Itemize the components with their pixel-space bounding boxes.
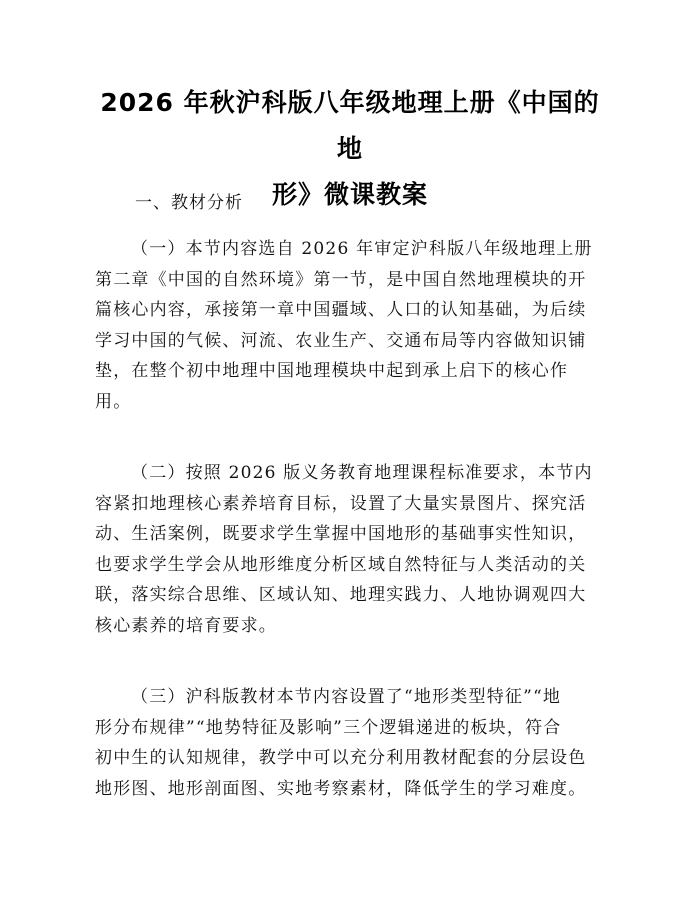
paragraph-line: 联，落实综合思维、区域认知、地理实践力、人地协调观四大 xyxy=(95,585,587,605)
paragraph-line: （二）按照 2026 版义务教育地理课程标准要求，本节内 xyxy=(131,463,593,483)
paragraph-line: 用。 xyxy=(95,391,132,412)
paragraph-line: 第二章《中国的自然环境》第一节，是中国自然地理模块的开 xyxy=(95,269,587,290)
title-line-2: 形》微课教案 xyxy=(271,180,428,209)
paragraph-line: 篇核心内容，承接第一章中国疆域、人口的认知基础，为后续 xyxy=(95,300,587,320)
section-heading: 一、教材分析 xyxy=(135,193,243,213)
paragraph-line: 核心素养的培育要求。 xyxy=(95,615,277,636)
paragraph-line: 垫，在整个初中地理中国地理模块中起到承上启下的核心作 xyxy=(95,361,569,381)
paragraph-line: 地形图、地形剖面图、实地考察素材，降低学生的学习难度。 xyxy=(95,778,587,799)
paragraph-3 xyxy=(95,682,615,804)
paragraph-line: 容紧扣地理核心素养培育目标，设置了大量实景图片、探究活 xyxy=(95,493,587,514)
paragraph-line: （三）沪科版教材本节内容设置了“地形类型特征”“地 xyxy=(131,687,562,707)
paragraph-line: 形分布规律”“地势特征及影响”三个逻辑递进的板块，符合 xyxy=(95,717,562,738)
title-line-1: 2026 年秋沪科版八年级地理上册《中国的地 xyxy=(100,88,600,163)
paragraph-line: 初中生的认知规律，教学中可以充分利用教材配套的分层设色 xyxy=(95,748,587,768)
paragraph-line: 也要求学生学会从地形维度分析区域自然特征与人类活动的关 xyxy=(95,554,587,575)
paragraph-line: 动、生活案例，既要求学生掌握中国地形的基础事实性知识， xyxy=(95,524,587,544)
paragraph-1 xyxy=(95,234,615,417)
paragraph-line: （一）本节内容选自 2026 年审定沪科版八年级地理上册 xyxy=(131,239,593,259)
paragraph-2 xyxy=(95,458,615,641)
paragraph-line: 学习中国的气候、河流、农业生产、交通布局等内容做知识铺 xyxy=(95,330,587,351)
